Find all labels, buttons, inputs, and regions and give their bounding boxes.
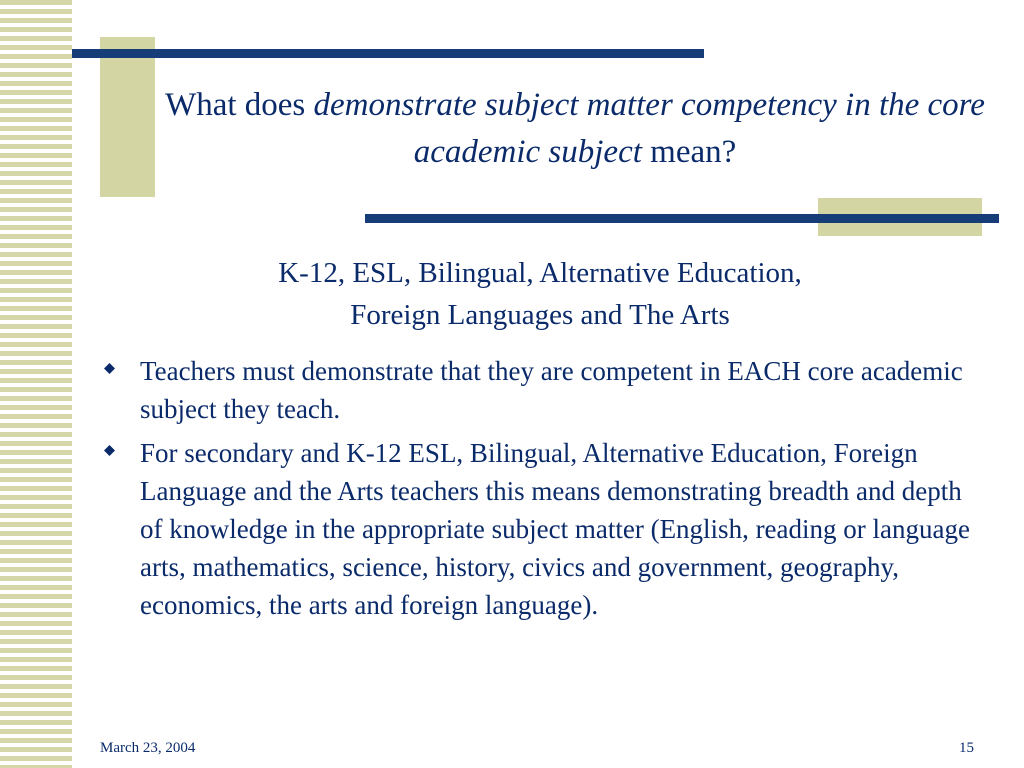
footer-date: March 23, 2004 — [100, 740, 196, 756]
bullet-item — [100, 434, 980, 624]
slide-title — [160, 82, 990, 176]
bullet-list — [100, 352, 980, 630]
diamond-bullet-icon — [104, 363, 115, 374]
subtitle-line-2: Foreign Languages and The Arts — [350, 299, 730, 331]
bullet-text: For secondary and K-12 ESL, Bilingual, Alternative Education, Foreign Language and the Arts teachers this means demonstrating breadth and depth of knowledge in the appropriate subject matter (English, reading or language arts, mathematics, science, history, civics and government, geography, economics, the arts and foreign language). — [140, 438, 970, 620]
slide-subtitle — [90, 252, 990, 336]
tan-accent-block-top — [100, 37, 155, 197]
title-part-2-italic: demonstrate subject matter competency in the core academic subject — [313, 87, 985, 170]
footer-page-number: 15 — [959, 740, 974, 756]
bottom-rule-bar — [365, 214, 999, 223]
left-stripe-decoration — [0, 0, 72, 768]
bullet-text: Teachers must demonstrate that they are competent in EACH core academic subject they teach. — [140, 356, 963, 424]
bullet-item — [100, 352, 980, 428]
top-rule-bar — [72, 49, 704, 58]
subtitle-line-1: K-12, ESL, Bilingual, Alternative Education, — [278, 257, 802, 289]
diamond-bullet-icon — [104, 445, 115, 456]
title-part-3: mean? — [641, 134, 737, 170]
title-part-1: What does — [165, 87, 314, 123]
